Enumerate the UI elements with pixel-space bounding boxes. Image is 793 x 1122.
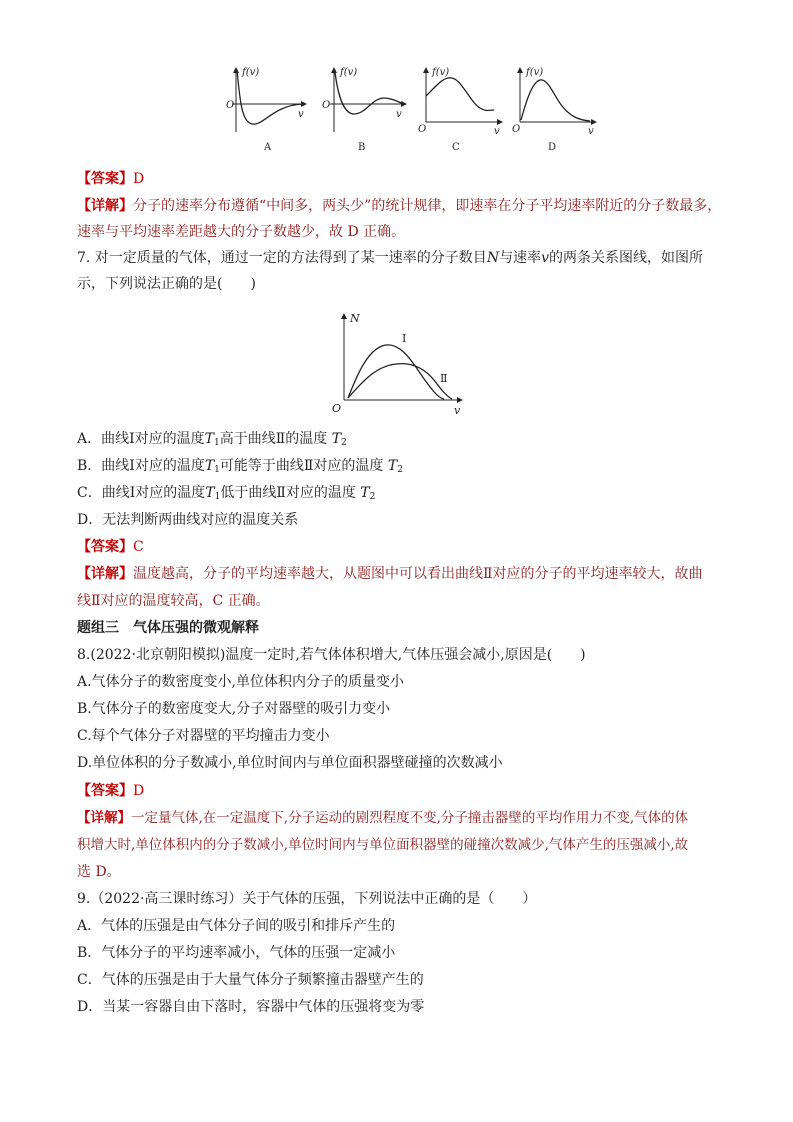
q7-option-b — [77, 456, 403, 480]
q7-stem-N: N — [486, 250, 500, 266]
q6-detail-text1: 分子的速率分布遵循“中间多，两头少”的统计规律，即速率在分子平均速率附近的分子数最多， — [133, 198, 722, 214]
q7-option-c-pre: C．曲线Ⅰ对应的温度 — [77, 485, 206, 501]
graph-a-label: A — [264, 142, 272, 153]
q7-option-b-pre: B．曲线Ⅰ对应的温度 — [77, 458, 205, 474]
q7-curve-1-label: Ⅰ — [402, 332, 407, 345]
graph-d — [512, 67, 596, 153]
graph-d-label: D — [548, 142, 557, 153]
graph-b — [322, 67, 406, 153]
q6-detail-line2: 速率与平均速率差距越大的分子数越少，故 D 正确。 — [77, 224, 406, 240]
q8-option-b: B.气体分子的数密度变大,分子对器壁的吸引力变小 — [77, 701, 391, 717]
q9-option-d: D．当某一容器自由下落时，容器中气体的压强将变为零 — [77, 999, 425, 1015]
q7-detail-text1: 温度越高，分子的平均速率越大，从题图中可以看出曲线Ⅱ对应的分子的平均速率较大，故曲 — [133, 566, 703, 582]
q6-answer-value: D — [133, 171, 145, 187]
q7-detail-line2: 线Ⅱ对应的温度较高，C 正确。 — [77, 593, 270, 609]
q7-curve-2-label: Ⅱ — [440, 372, 448, 385]
q7-option-a-t1: T — [204, 431, 214, 447]
q7-answer — [77, 537, 144, 557]
option-graphs-figure — [222, 62, 602, 157]
q7-curve-1 — [348, 345, 444, 399]
graph-d-ylabel: f(v) — [526, 67, 544, 78]
q7-figure-svg — [328, 310, 468, 420]
q7-stem-part2: 与速率 — [499, 250, 542, 266]
q7-option-c-mid: 低于曲线Ⅱ对应的温度 — [220, 485, 356, 501]
q9-option-b: B．气体分子的平均速率减小，气体的压强一定减小 — [77, 945, 396, 961]
q6-detail-line1 — [77, 196, 721, 216]
graph-a-origin: O — [226, 100, 235, 111]
q7-option-c-t2: T — [360, 485, 370, 501]
graph-b-xlabel: v — [396, 109, 402, 120]
q9-stem: 9.（2022·高三课时练习）关于气体的压强，下列说法中正确的是（ ） — [77, 891, 537, 907]
q7-option-b-t1: T — [204, 458, 215, 474]
q7-option-b-t2: T — [387, 458, 398, 474]
q8-option-c: C.每个气体分子对器壁的平均撞击力变小 — [77, 728, 330, 744]
q8-option-d: D.单位体积的分子数减小,单位时间内与单位面积器壁碰撞的次数减小 — [77, 755, 503, 771]
graph-c-origin: O — [418, 124, 427, 135]
q9-option-a: A．气体的压强是由气体分子间的吸引和排斥产生的 — [77, 918, 396, 934]
section3-title: 题组三 气体压强的微观解释 — [77, 620, 259, 636]
option-graphs-svg — [222, 62, 602, 157]
q7-option-d: D．无法判断两曲线对应的温度关系 — [77, 512, 299, 528]
q8-answer — [77, 781, 144, 801]
q8-answer-label: 【答案】 — [77, 783, 133, 799]
q9-option-c: C．气体的压强是由于大量气体分子频繁撞击器壁产生的 — [77, 972, 424, 988]
q7-option-a-t2: T — [331, 431, 342, 447]
q8-option-a: A.气体分子的数密度变小,单位体积内分子的质量变小 — [77, 674, 405, 690]
q8-detail-line1 — [77, 808, 688, 828]
q6-answer — [77, 169, 144, 189]
q8-stem: 8.(2022·北京朝阳模拟)温度一定时,若气体体积增大,气体压强会减小,原因是( ) — [77, 647, 586, 663]
q7-stem-line2: 示，下列说法正确的是( ) — [77, 276, 256, 292]
q6-answer-label: 【答案】 — [77, 171, 133, 187]
q7-option-b-mid: 可能等于曲线Ⅱ对应的温度 — [219, 458, 384, 474]
q7-origin: O — [332, 402, 342, 415]
q8-detail-line3: 选 D。 — [77, 864, 121, 880]
graph-a — [226, 67, 306, 153]
q7-ylabel: N — [350, 312, 360, 325]
q7-stem-part1: 7. 对一定质量的气体，通过一定的方法得到了某一速率的分子数目 — [77, 250, 487, 266]
q7-stem-part3: 的两条关系图线，如图所 — [548, 250, 703, 266]
q7-option-a-pre: A．曲线Ⅰ对应的温度 — [77, 431, 205, 447]
q7-option-a-s1: 1 — [213, 438, 220, 448]
q7-option-a-mid: 高于曲线Ⅱ的温度 — [219, 431, 328, 447]
q7-answer-label: 【答案】 — [77, 539, 133, 555]
q7-stem-line1 — [77, 248, 703, 268]
q7-option-a-s2: 2 — [341, 438, 347, 448]
q7-option-c-s2: 2 — [369, 492, 376, 502]
q7-option-c-s1: 1 — [214, 492, 221, 502]
q7-figure — [328, 310, 468, 420]
q8-detail-label: 【详解】 — [77, 810, 131, 826]
q8-detail-line2: 积增大时,单位体积内的分子数减小,单位时间内与单位面积器壁的碰撞次数减少,气体产生的压强减小,故 — [77, 837, 689, 853]
graph-d-origin: O — [512, 124, 521, 135]
q7-xlabel: v — [454, 404, 461, 417]
q7-option-c — [77, 483, 375, 507]
graph-d-xlabel: v — [588, 126, 594, 137]
q7-answer-value: C — [133, 539, 144, 555]
graph-a-xlabel: v — [298, 109, 304, 120]
graph-c — [418, 67, 502, 153]
q8-detail-text1: 一定量气体,在一定温度下,分子运动的剧烈程度不变,分子撞击器壁的平均作用力不变,气体的体 — [131, 810, 689, 826]
graph-c-xlabel: v — [494, 126, 500, 137]
graph-a-ylabel: f(v) — [242, 67, 260, 78]
q7-option-a — [77, 429, 347, 453]
q7-option-c-t1: T — [205, 485, 215, 501]
graph-b-origin: O — [322, 100, 331, 111]
q7-option-b-s1: 1 — [214, 465, 220, 475]
graph-b-label: B — [358, 142, 366, 153]
q7-stem-v: v — [541, 250, 549, 266]
q6-detail-label: 【详解】 — [77, 198, 133, 214]
graph-b-ylabel: f(v) — [340, 67, 358, 78]
graph-c-label: C — [452, 142, 460, 153]
q7-detail-label: 【详解】 — [77, 566, 133, 582]
graph-c-ylabel: f(v) — [432, 67, 450, 78]
q7-detail-line1 — [77, 564, 703, 584]
q8-answer-value: D — [133, 783, 145, 799]
q7-option-b-s2: 2 — [397, 465, 403, 475]
